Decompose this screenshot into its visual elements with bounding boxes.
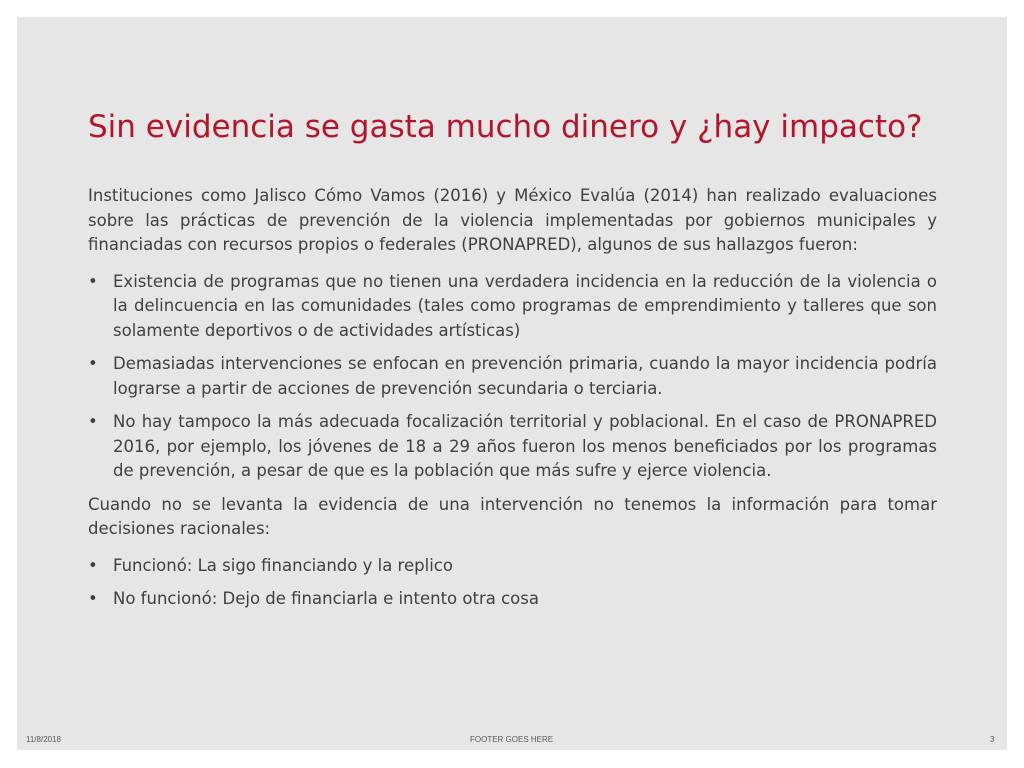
list-item — [88, 554, 937, 579]
decision-text: Funcionó: La sigo financiando y la replico — [113, 555, 453, 575]
page-number: 3 — [990, 735, 995, 744]
slide — [17, 17, 1007, 750]
slide-title: Sin evidencia se gasta mucho dinero y ¿hay impacto? — [88, 109, 923, 145]
bullet-icon: • — [88, 271, 98, 291]
findings-list — [88, 270, 937, 484]
list-item — [88, 587, 937, 612]
bullet-icon: • — [88, 412, 98, 431]
conclusion-paragraph: Cuando no se levanta la evidencia de una intervención no tenemos la información para tomar decisiones racionales: — [88, 494, 937, 538]
slide-content — [88, 184, 937, 621]
finding-text: Demasiadas intervenciones se enfocan en prevención primaria, cuando la mayor incidencia podría lograrse a partir de acciones de prevención secundaria o terciaria. — [113, 354, 937, 398]
list-item — [88, 352, 937, 401]
list-item — [88, 270, 937, 344]
decisions-list — [88, 554, 937, 612]
footer-text: FOOTER GOES HERE — [470, 735, 554, 744]
finding-text: No hay tampoco la más adecuada focalización territorial y poblacional. En el caso de PRONAPRED 2016, por ejemplo, los jóvenes de 18 a 29 años fueron los menos beneficiados por los programas de prevención, a pesar de que es la población que más sufre y ejerce violencia. — [113, 412, 937, 480]
decision-text: No funcionó: Dejo de financiarla e intento otra cosa — [113, 589, 539, 608]
bullet-icon: • — [88, 555, 98, 575]
bullet-icon: • — [88, 589, 98, 608]
bullet-icon: • — [88, 354, 98, 373]
footer-date: 11/8/2018 — [26, 735, 61, 744]
finding-text: Existencia de programas que no tienen una verdadera incidencia en la reducción de la violencia o la delincuencia en las comunidades (tales como programas de emprendimiento y talleres que son solamente deportivos o de actividades artísticas) — [113, 271, 937, 340]
intro-paragraph: Instituciones como Jalisco Cómo Vamos (2016) y México Evalúa (2014) han realizado evaluaciones sobre las prácticas de prevención de la violencia implementadas por gobiernos municipales y financiadas con recursos propios o federales (PRONAPRED), algunos de sus hallazgos fueron: — [88, 186, 937, 254]
list-item — [88, 410, 937, 484]
